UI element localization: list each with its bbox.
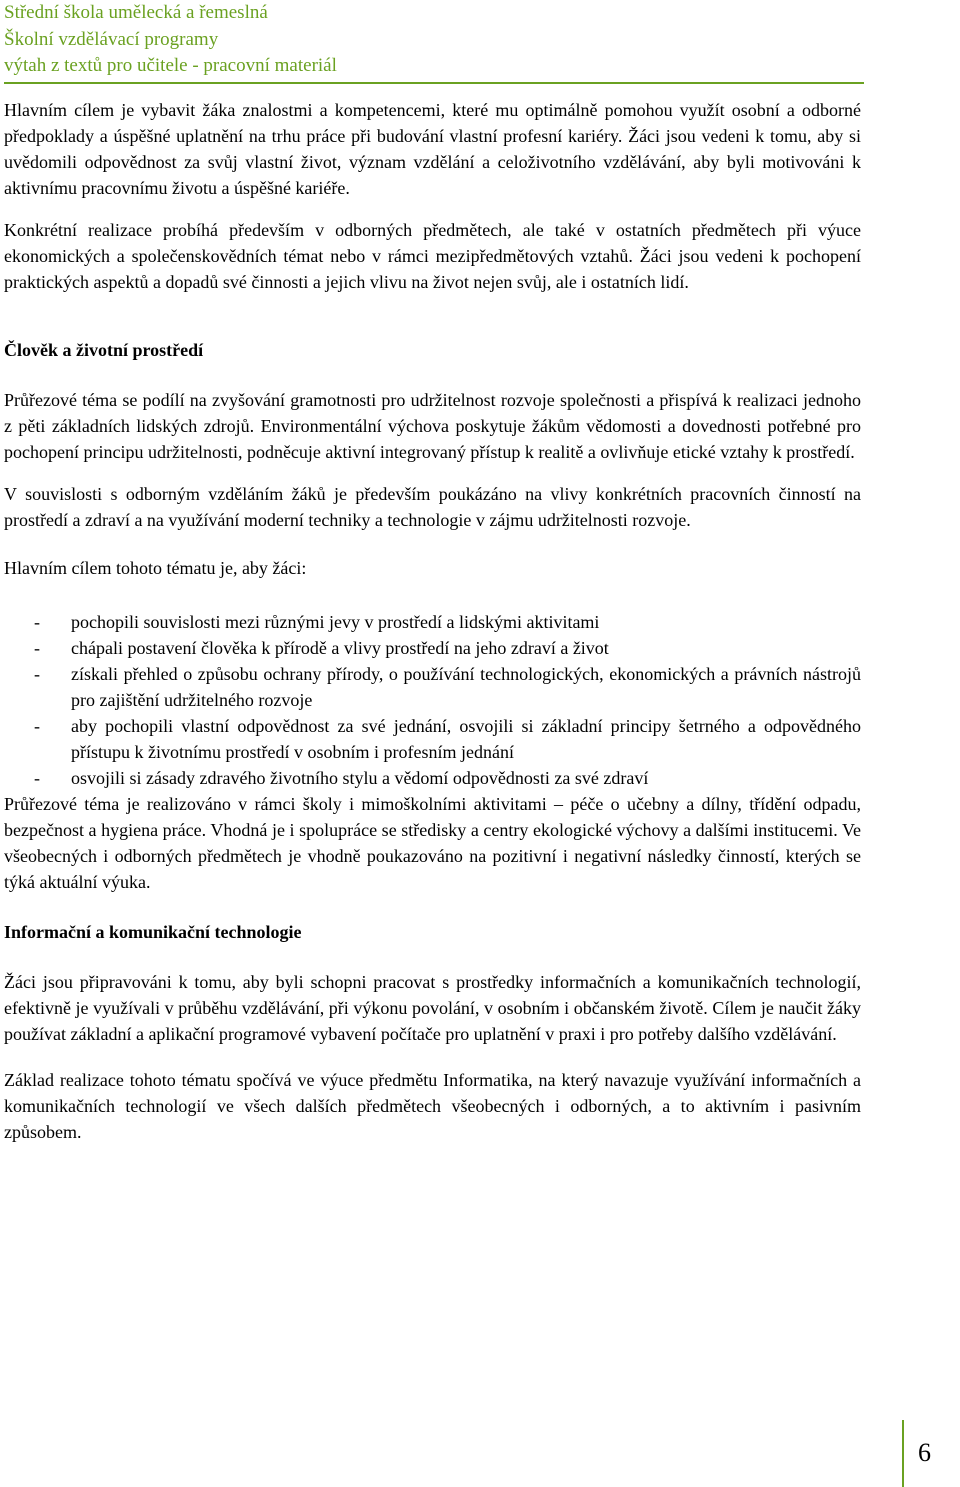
page-number: 6 (918, 1438, 931, 1467)
environment-goal-list (4, 609, 861, 791)
section-heading-environment: Člověk a životní prostředí (4, 340, 204, 360)
header-school-name: Střední škola umělecká a řemeslná (4, 2, 268, 23)
list-item: - chápali postavení člověka k přírodě a vlivy prostředí na jeho zdraví a život (4, 635, 861, 661)
ict-paragraph-2: Základ realizace tohoto tématu spočívá ve výuce předmětu Informatika, na který navazuje využívání informačních a komunikačních technologií ve všech dalších předmětech všeobecných i odborných, a to aktivním i pasivním způsobem. (4, 1070, 861, 1142)
list-item: - získali přehled o způsobu ochrany přírody, o používání technologických, ekonomických a právních nástrojů pro zajištění udržitelného rozvoje (4, 661, 861, 713)
intro-paragraph-2: Konkrétní realizace probíhá především v odborných předmětech, ale také v ostatních předmětech při výuce ekonomických a společenskovědních témat nebo v rámci mezipředmětových vztahů. Žáci jsou vedeni k pochopení praktických aspektů a dopadů své činnosti a jejich vlivu na život nejen svůj, ale i ostatních lidí. (4, 220, 861, 292)
environment-paragraph-1: Průřezové téma se podílí na zvyšování gramotnosti pro udržitelnost rozvoje společnosti a přispívá k realizaci jednoho z pěti základních lidských zdrojů. Environmentální výchova poskytuje žákům vědomosti a dovednosti potřebné pro pochopení principu udržitelnosti, podněcuje aktivní integrovaný přístup k realitě a ovlivňuje etické vztahy k prostředí. (4, 390, 861, 462)
ict-paragraph-1: Žáci jsou připravováni k tomu, aby byli schopni pracovat s prostředky informačních a komunikačních technologií, efektivně je využívali v průběhu vzdělávání, při výkonu povolání, v osobním i občanském životě. Cílem je naučit žáky používat základní a aplikační programové vybavení počítače pro uplatnění v praxi i pro potřeby dalšího vzdělávání. (4, 972, 861, 1044)
environment-goal-intro: Hlavním cílem tohoto tématu je, aby žáci: (4, 558, 307, 578)
dash-bullet: - (34, 638, 40, 658)
list-item: - aby pochopili vlastní odpovědnost za své jednání, osvojili si základní principy šetrného a odpovědného přístupu k životnímu prostředí v osobním i profesním jednání (4, 713, 861, 765)
dash-bullet: - (34, 768, 40, 788)
list-item: - osvojili si zásady zdravého životního stylu a vědomí odpovědnosti za své zdraví (4, 765, 861, 791)
document-header (4, 0, 864, 84)
document-body (4, 97, 861, 1145)
dash-bullet: - (34, 716, 40, 736)
environment-paragraph-2: V souvislosti s odborným vzděláním žáků je především poukázáno na vlivy konkrétních pracovních činností na prostředí a zdraví a na využívání moderní techniky a technologie v zájmu udržitelnosti rozvoje. (4, 484, 861, 530)
list-item: - pochopili souvislosti mezi různými jevy v prostředí a lidskými aktivitami (4, 609, 861, 635)
header-program-title: Školní vzdělávací programy (4, 28, 219, 50)
section-heading-ict: Informační a komunikační technologie (4, 922, 302, 942)
dash-bullet: - (34, 664, 40, 684)
page-number-box (902, 1420, 960, 1487)
environment-paragraph-3: Průřezové téma je realizováno v rámci školy i mimoškolními aktivitami – péče o učebny a dílny, třídění odpadu, bezpečnost a hygiena práce. Vhodná je i spolupráce se středisky a centry ekologické výchovy a dalšími institucemi. Ve všeobecných i odborných předmětech je vhodně poukazováno na pozitivní i negativní následky činností, kterých se týká aktuální výuka. (4, 794, 861, 892)
intro-paragraph-1: Hlavním cílem je vybavit žáka znalostmi a kompetencemi, které mu optimálně pomohou využít osobní a odborné předpoklady a úspěšné uplatnění na trhu práce při budování vlastní profesní kariéry. Žáci jsou vedeni k tomu, aby si uvědomili odpovědnost za svůj vlastní život, význam vzdělání a celoživotního vzdělávání, aby byli motivováni k aktivnímu pracovnímu životu a úspěšné kariéře. (4, 100, 861, 198)
dash-bullet: - (34, 612, 40, 632)
header-subtitle: výtah z textů pro učitele - pracovní materiál (4, 55, 337, 76)
